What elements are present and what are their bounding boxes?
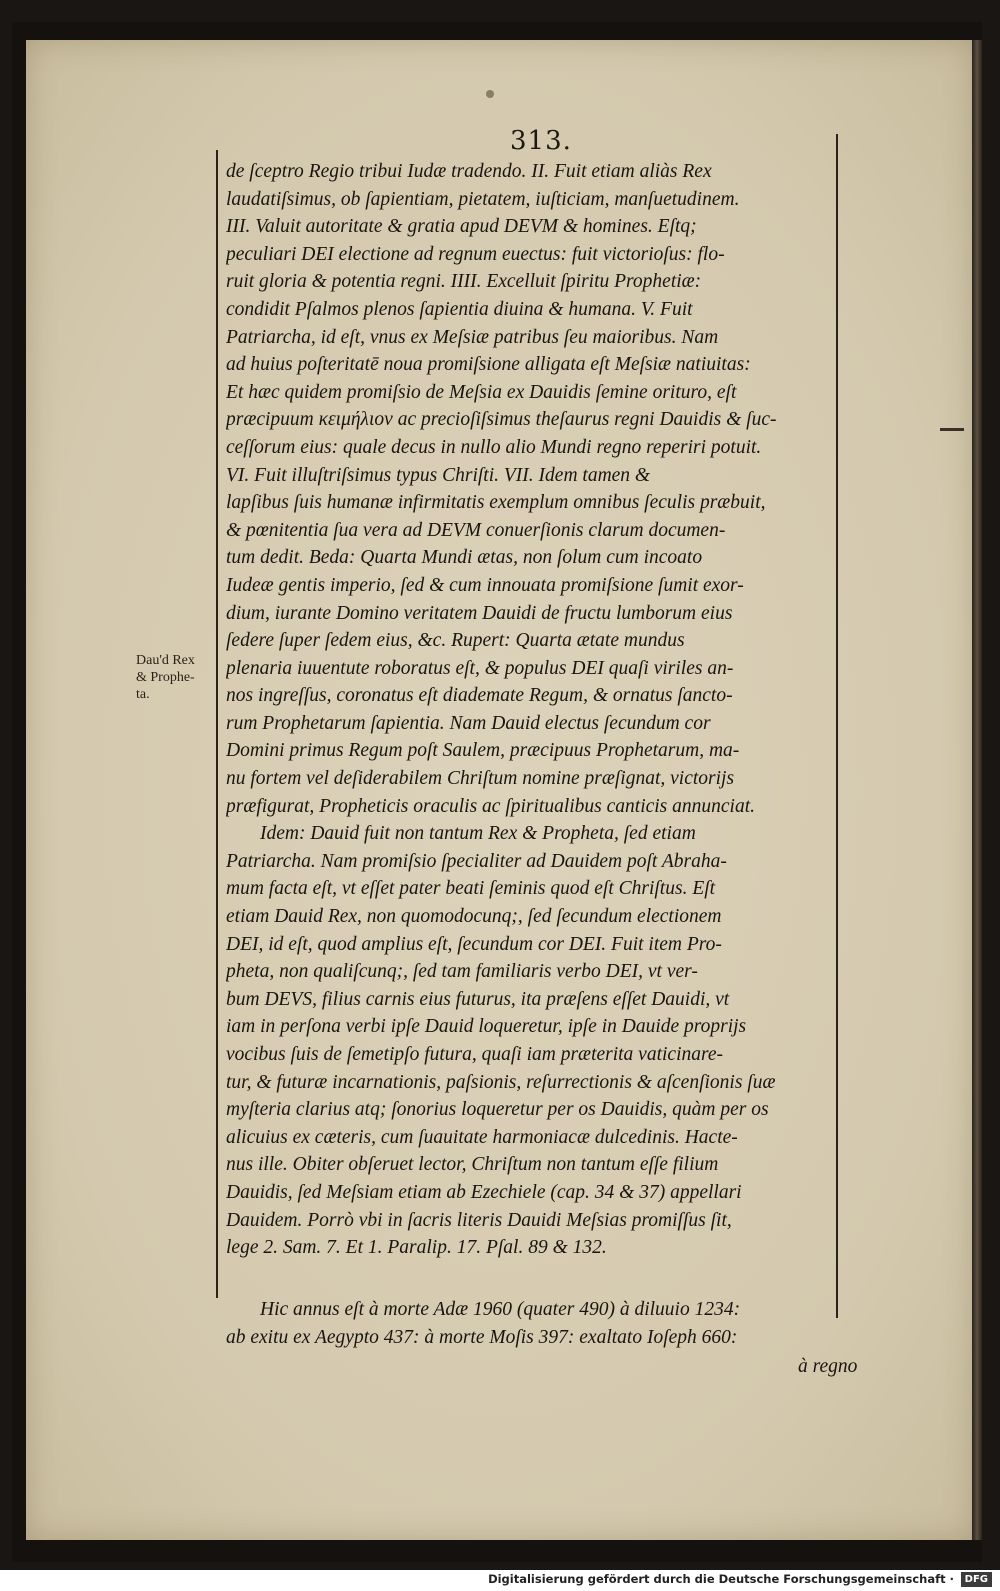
text-line: mum facta eſt, vt eſſet pater beati ſeminis quod eſt Chriſtus. Eſt xyxy=(226,878,716,900)
right-column-rule xyxy=(836,134,838,1318)
text-line: III. Valuit autoritate & gratia apud DEVM & homines. Eſtq; xyxy=(226,216,697,238)
closing-text-block xyxy=(226,1296,846,1351)
text-line: nu fortem vel deſiderabilem Chriſtum nomine præſignat, victorijs xyxy=(226,768,735,790)
text-line: laudatiſsimus, ob ſapientiam, pietatem, iuſticiam, manſuetudinem. xyxy=(226,188,740,210)
text-line: Patriarcha. Nam promiſsio ſpecialiter ad Dauidem poſt Abraha- xyxy=(226,850,727,872)
margin-mark xyxy=(940,428,964,431)
text-line: & pœnitentia ſua vera ad DEVM conuerſionis clarum documen- xyxy=(226,519,726,541)
text-line: pheta, non qualiſcunq;, ſed tam familiaris verbo DEI, vt ver- xyxy=(226,961,698,983)
text-line: ab exitu ex Aegypto 437: à morte Moſis 397: exaltato Ioſeph 660: xyxy=(226,1326,738,1348)
main-text-block xyxy=(226,158,836,1262)
text-line: DEI, id eſt, quod amplius eſt, ſecundum cor DEI. Fuit item Pro- xyxy=(226,933,722,955)
page-number: 313. xyxy=(510,126,572,156)
ink-spot xyxy=(486,90,494,98)
margin-note-line: & Prophe- xyxy=(136,670,195,685)
text-line: ceſſorum eius: quale decus in nullo alio Mundi regno reperiri potuit. xyxy=(226,436,762,458)
margin-note-line: Dau'd Rex xyxy=(136,653,195,668)
text-line: bum DEVS, filius carnis eius futurus, ita præſens eſſet Dauidi, vt xyxy=(226,988,730,1010)
text-line: nus ille. Obiter obſeruet lector, Chriſtum non tantum eſſe filium xyxy=(226,1154,719,1176)
text-line: Idem: Dauid fuit non tantum Rex & Propheta, ſed etiam xyxy=(260,823,696,845)
text-line: de ſceptro Regio tribui Iudæ tradendo. II. Fuit etiam aliàs Rex xyxy=(226,161,712,182)
page-edge xyxy=(972,40,982,1540)
text-line: tur, & futuræ incarnationis, paſsionis, reſurrectionis & aſcenſionis ſuæ xyxy=(226,1071,776,1093)
text-line: vocibus ſuis de ſemetipſo futura, quaſi iam præterita vaticinare- xyxy=(226,1044,724,1065)
funding-credit: Digitalisierung gefördert durch die Deutsche Forschungsgemeinschaft · xyxy=(488,1572,954,1586)
left-column-rule xyxy=(216,150,218,1298)
text-line: lapſibus ſuis humanæ infirmitatis exemplum omnibus ſeculis præbuit, xyxy=(226,492,766,514)
text-line: tum dedit. Beda: Quarta Mundi ætas, non ſolum cum incoato xyxy=(226,547,703,569)
text-line: myſteria clarius atq; ſonorius loqueretur per os Dauidis, quàm per os xyxy=(226,1099,769,1121)
dfg-logo: DFG xyxy=(961,1572,992,1587)
text-line: etiam Dauid Rex, non quomodocunq;, ſed ſecundum electionem xyxy=(226,906,722,928)
text-line: præfigurat, Propheticis oraculis ac ſpiritualibus canticis annunciat. xyxy=(226,795,756,817)
text-line: plenaria iuuentute roboratus eſt, & populus DEI quaſi viriles an- xyxy=(226,657,734,679)
text-line: Hic annus eſt à morte Adæ 1960 (quater 490) à diluuio 1234: xyxy=(260,1299,741,1320)
text-line: VI. Fuit illuſtriſsimus typus Chriſti. VII. Idem tamen & xyxy=(226,464,651,486)
text-line: Dauidem. Porrò vbi in ſacris literis Dauidi Meſsias promiſſus ſit, xyxy=(226,1209,732,1231)
text-line: ad huius poſteritatē noua promiſsione alligata eſt Meſsiæ natiuitas: xyxy=(226,354,751,376)
text-line: dium, iurante Domino veritatem Dauidi de fructu lumborum eius xyxy=(226,602,733,624)
text-line: rum Prophetarum ſapientia. Nam Dauid electus ſecundum cor xyxy=(226,712,711,734)
text-line: alicuius ex cæteris, cum ſuauitate harmoniacæ dulcedinis. Hacte- xyxy=(226,1126,738,1148)
text-line: ſedere ſuper ſedem eius, &c. Rupert: Quarta ætate mundus xyxy=(226,630,685,652)
text-line: nos ingreſſus, coronatus eſt diademate Regum, & ornatus ſancto- xyxy=(226,685,733,707)
text-line: ruit gloria & potentia regni. IIII. Excelluit ſpiritu Prophetiæ: xyxy=(226,271,702,293)
text-line: Domini primus Regum poſt Saulem, præcipuus Prophetarum, ma- xyxy=(226,740,740,762)
catchword: à regno xyxy=(798,1356,858,1377)
text-line: lege 2. Sam. 7. Et 1. Paralip. 17. Pſal. 89 & 132. xyxy=(226,1237,607,1259)
margin-note xyxy=(136,652,214,703)
text-line: peculiari DEI electione ad regnum euectus: fuit victorioſus: flo- xyxy=(226,243,725,265)
footer-bar xyxy=(0,1570,1000,1591)
text-line: iam in perſona verbi ipſe Dauid loqueretur, ipſe in Dauide proprijs xyxy=(226,1016,747,1038)
margin-note-line: ta. xyxy=(136,687,150,702)
text-line: condidit Pſalmos plenos ſapientia diuina & humana. V. Fuit xyxy=(226,298,693,320)
text-line: Dauidis, ſed Meſsiam etiam ab Ezechiele (cap. 34 & 37) appellari xyxy=(226,1181,742,1203)
text-line: præcipuum κειμήλιον ac precioſiſsimus theſaurus regni Dauidis & ſuc- xyxy=(226,409,777,431)
text-line: Et hæc quidem promiſsio de Meſsia ex Dauidis ſemine orituro, eſt xyxy=(226,381,737,403)
text-line: Patriarcha, id eſt, vnus ex Meſsiæ patribus ſeu maioribus. Nam xyxy=(226,326,719,348)
text-line: Iudeæ gentis imperio, ſed & cum innouata promiſsione ſumit exor- xyxy=(226,574,744,596)
